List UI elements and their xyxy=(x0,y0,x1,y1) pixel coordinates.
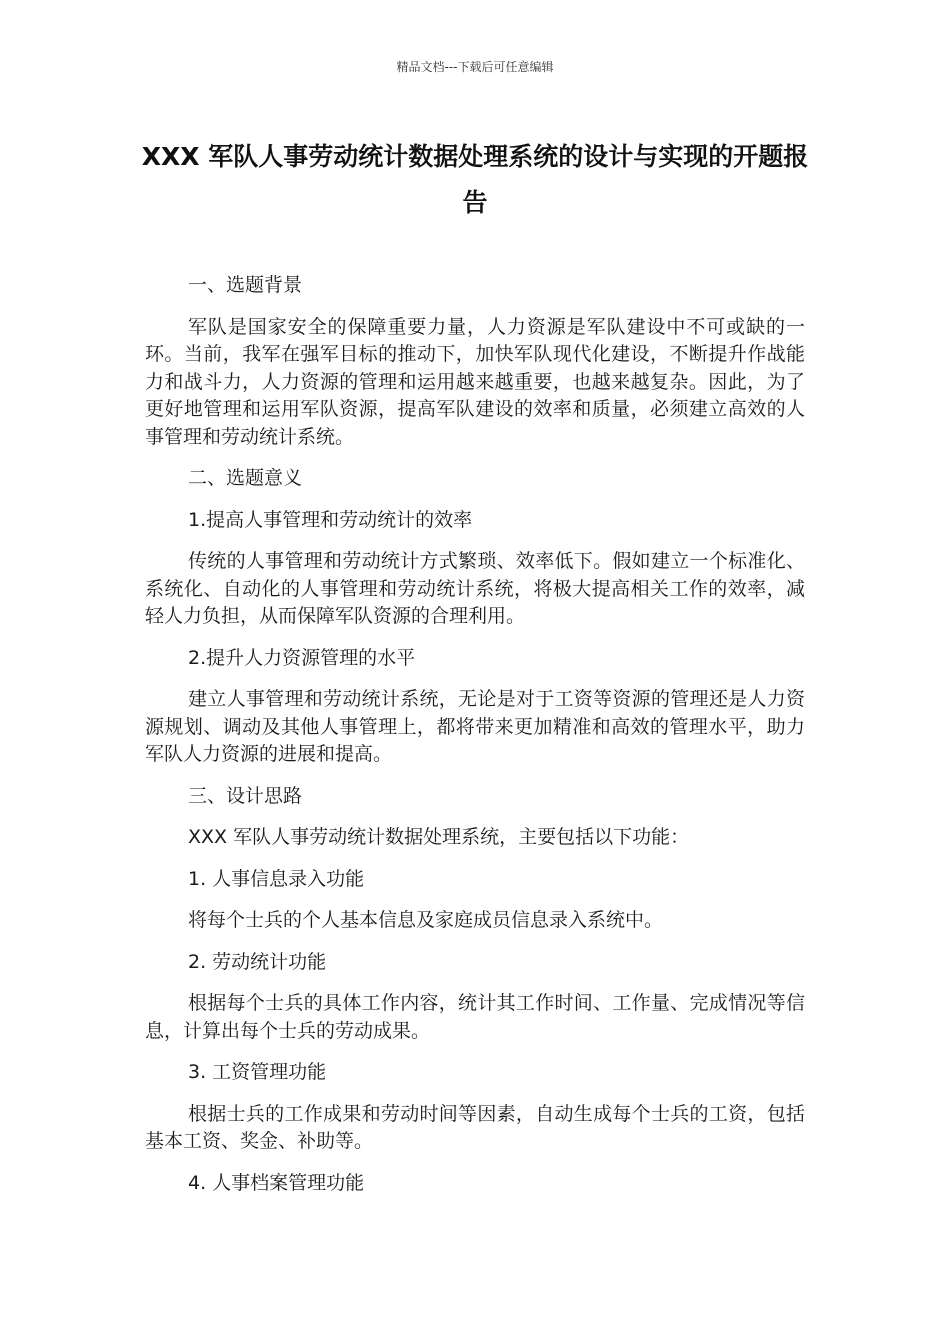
header-note: 精品文档---下载后可任意编辑 xyxy=(396,60,554,74)
document-title: XXX 军队人事劳动统计数据处理系统的设计与实现的开题报告 xyxy=(141,142,809,217)
subheading-hr-level: 2.提升人力资源管理的水平 xyxy=(188,646,416,669)
function-heading-4: 4. 人事档案管理功能 xyxy=(188,1171,365,1194)
section-heading-background: 一、选题背景 xyxy=(188,274,303,296)
paragraph-background: 军队是国家安全的保障重要力量，人力资源是军队建设中不可或缺的一环。当前，我军在强军目标的推动下，加快军队现代化建设，不断提升作战能力和战斗力，人力资源的管理和运用越来越重要，也越来越复杂。因此，为了更好地管理和运用军队资源，提高军队建设的效率和质量，必须建立高效的人事管理和劳动统计系统。 xyxy=(145,315,805,448)
section-heading-design: 三、设计思路 xyxy=(188,784,303,807)
function-heading-1: 1. 人事信息录入功能 xyxy=(188,867,365,890)
subheading-efficiency: 1.提高人事管理和劳动统计的效率 xyxy=(188,508,473,531)
section-heading-significance: 二、选题意义 xyxy=(188,467,303,489)
function-heading-2: 2. 劳动统计功能 xyxy=(188,950,327,973)
function-desc-2: 根据每个士兵的具体工作内容，统计其工作时间、工作量、完成情况等信息，计算出每个士兵的劳动成果。 xyxy=(145,992,805,1042)
function-desc-1: 将每个士兵的个人基本信息及家庭成员信息录入系统中。 xyxy=(188,909,664,931)
function-desc-3: 根据士兵的工作成果和劳动时间等因素，自动生成每个士兵的工资，包括基本工资、奖金、补助等。 xyxy=(145,1102,805,1152)
document-body xyxy=(145,272,805,1211)
paragraph-hr-level: 建立人事管理和劳动统计系统，无论是对于工资等资源的管理还是人力资源规划、调动及其他人事管理上，都将带来更加精准和高效的管理水平，助力军队人力资源的进展和提高。 xyxy=(145,688,805,765)
paragraph-design-intro: XXX 军队人事劳动统计数据处理系统，主要包括以下功能： xyxy=(188,826,690,848)
paragraph-efficiency: 传统的人事管理和劳动统计方式繁琐、效率低下。假如建立一个标准化、系统化、自动化的人事管理和劳动统计系统，将极大提高相关工作的效率，减轻人力负担，从而保障军队资源的合理利用。 xyxy=(145,550,805,627)
function-heading-3: 3. 工资管理功能 xyxy=(188,1061,327,1083)
